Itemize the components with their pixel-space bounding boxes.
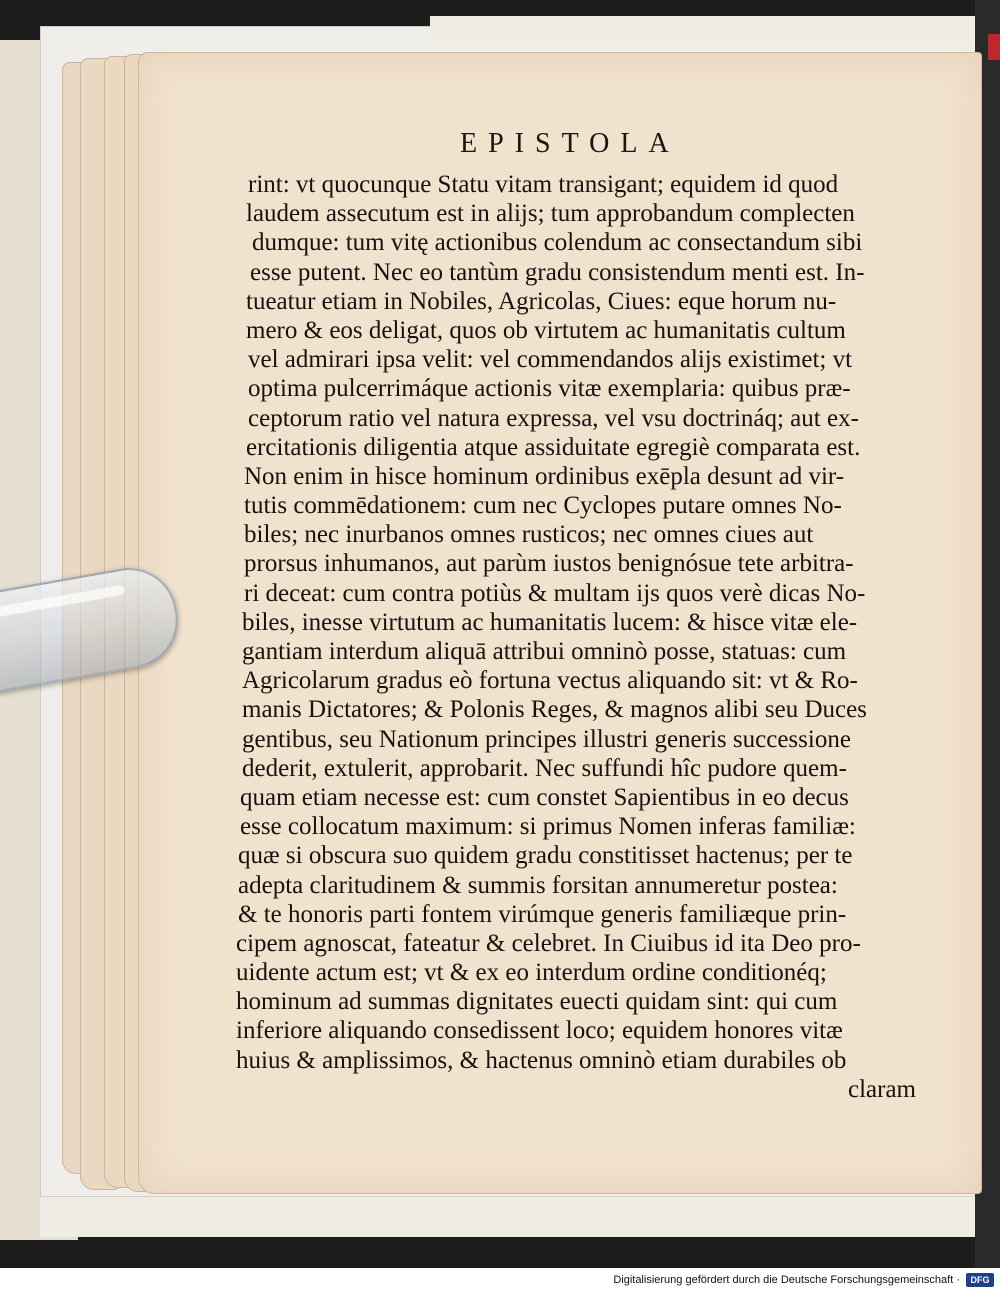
text-line: biles, inesse virtutum ac humanitatis lucem: & hisce vitæ ele- [242,608,858,636]
text-line: esse putent. Nec eo tantùm gradu consistendum menti est. In- [250,258,865,286]
text-line: mero & eos deligat, quos ob virtutem ac humanitatis cultum [246,316,846,344]
underlying-sheet-bottom-strip [40,1196,980,1237]
text-line: dumque: tum vitę actionibus colendum ac consectandum sibi [252,229,863,257]
text-line: vel admirari ipsa velit: vel commendandos alijs existimet; vt [248,346,853,374]
text-line: Agricolarum gradus eò fortuna vectus aliquando sit: vt & Ro- [242,667,858,695]
text-line: uidente actum est; vt & ex eo interdum ordine conditionéq; [236,959,827,987]
text-line: inferiore aliquando consedissent loco; equidem honores vitæ [236,1017,843,1045]
page-text [236,170,936,1104]
text-line: ri deceat: cum contra potiùs & multam ijs quos verè dicas No- [244,579,866,607]
text-line: quæ si obscura suo quidem gradu constitisset hactenus; per te [238,842,853,870]
underlying-sheet-top-strip [430,16,990,46]
running-header: EPISTOLA [460,128,680,159]
text-line: tutis commēdationem: cum nec Cyclopes putare omnes No- [244,492,842,520]
text-line: gantiam interdum aliquā attribui omninò posse, statuas: cum [242,638,847,665]
footer-bar [0,1268,1000,1293]
text-line: esse collocatum maximum: si primus Nomen inferas familiæ: [240,813,856,841]
text-line: gentibus, seu Nationum principes illustri generis successione [242,725,851,753]
text-line: tueatur etiam in Nobiles, Agricolas, Ciues: eque horum nu- [246,287,837,315]
dfg-logo-icon: DFG [966,1273,994,1287]
text-line: adepta claritudinem & summis forsitan annumeretur postea: [238,871,838,899]
catchword: claram [847,1075,916,1103]
text-line: quam etiam necesse est: cum constet Sapientibus in eo decus [240,783,849,811]
text-line: laudem assecutum est in alijs; tum approbandum complecten [246,200,855,228]
funding-credit: Digitalisierung gefördert durch die Deutsche Forschungsgemeinschaft · [613,1274,960,1286]
text-line: dederit, extulerit, approbarit. Nec suffundi hîc pudore quem- [242,754,847,782]
text-line: optima pulcerrimáque actionis vitæ exemplaria: quibus præ- [248,375,851,403]
text-line: ceptorum ratio vel natura expressa, vel vsu doctrináq; aut ex- [248,404,859,432]
text-line: rint: vt quocunque Statu vitam transigant; equidem id quod [248,171,839,198]
text-line: cipem agnoscat, fateatur & celebret. In Ciuibus id ita Deo pro- [236,929,861,957]
red-mark [988,34,1000,60]
text-line: hominum ad summas dignitates euecti quidam sint: qui cum [236,988,838,1016]
glass-highlight [0,585,125,621]
text-line: & te honoris parti fontem virúmque generis familiæque prin- [238,900,847,928]
text-line: prorsus inhumanos, aut parùm iustos benignósue tete arbitra- [244,550,854,578]
text-line: manis Dictatores; & Polonis Reges, & magnos alibi seu Duces [242,696,867,724]
text-line: biles; nec inurbanos omnes rusticos; nec omnes ciues aut [244,521,814,549]
text-line: ercitationis diligentia atque assiduitate egregiè comparata est. [246,433,861,461]
text-line: huius & amplissimos, & hactenus omninò etiam durabiles ob [236,1046,847,1074]
text-line: Non enim in hisce hominum ordinibus exēpla desunt ad vir- [244,462,845,490]
